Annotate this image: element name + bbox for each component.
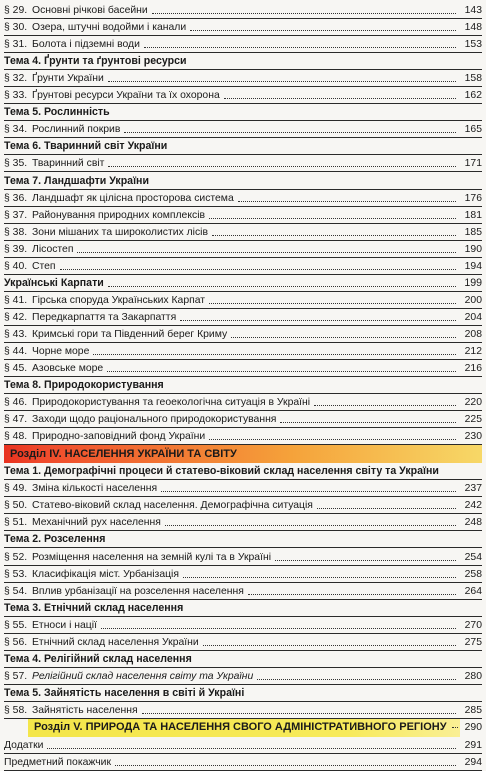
dot-leader	[209, 439, 456, 440]
page-number: 143	[464, 5, 482, 17]
dot-leader	[317, 508, 456, 509]
dot-leader	[47, 748, 456, 749]
toc-entry[interactable]	[4, 190, 482, 207]
page-number: 237	[464, 483, 482, 495]
page-number: 153	[464, 39, 482, 51]
toc-entry[interactable]	[4, 326, 482, 343]
entry-title: Рослинний покрив	[32, 124, 121, 136]
section-number: § 56.	[4, 636, 28, 648]
section-number: § 51.	[4, 517, 28, 529]
entry-title: Ґрунти України	[32, 73, 104, 85]
entry-title: Зони мішаних та широколистих лісів	[32, 226, 208, 238]
dot-leader	[314, 405, 456, 406]
section-number: § 57.	[4, 670, 28, 682]
dot-leader	[180, 320, 456, 321]
section-number: § 46.	[4, 397, 28, 409]
theme-title: Тема 4. Релігійний склад населення	[4, 652, 192, 665]
theme-heading	[4, 685, 482, 702]
dot-leader	[209, 303, 456, 304]
part-heading[interactable]	[28, 719, 482, 737]
theme-heading	[4, 104, 482, 121]
theme-title: Тема 5. Зайнятість населення в світі й Україні	[4, 686, 245, 699]
toc-entry[interactable]	[4, 309, 482, 326]
entry-title: Релігійний склад населення світу та України	[32, 670, 254, 682]
backmatter-entry[interactable]	[4, 737, 482, 754]
section-number: § 37.	[4, 209, 28, 221]
section-number: § 48.	[4, 431, 28, 443]
page-number: 185	[464, 226, 482, 238]
section-number: § 44.	[4, 345, 28, 357]
theme-title: Тема 6. Тваринний світ України	[4, 140, 168, 153]
section-number: § 38.	[4, 226, 28, 238]
entry-title: Районування природних комплексів	[32, 209, 206, 221]
theme-title: Тема 1. Демографічні процеси й статево-віковий склад населення світу та України	[4, 465, 439, 478]
section-number: § 36.	[4, 192, 28, 204]
section-number: § 29.	[4, 5, 28, 17]
dot-leader	[183, 577, 456, 578]
toc-entry[interactable]	[4, 258, 482, 275]
section-number: § 43.	[4, 328, 28, 340]
entry-title: Природокористування та геоекологічна ситуація в Україні	[32, 397, 311, 409]
entry-title: Статево-віковий склад населення. Демографічна ситуація	[32, 500, 313, 512]
section-number: § 40.	[4, 260, 28, 272]
page-number: 212	[464, 345, 482, 357]
section-number: § 35.	[4, 158, 28, 170]
page-number: 290	[460, 719, 482, 737]
dot-leader	[108, 286, 456, 287]
section-number: § 31.	[4, 39, 28, 51]
section-number: § 52.	[4, 551, 28, 563]
section-number: § 39.	[4, 243, 28, 255]
section-number: § 55.	[4, 619, 28, 631]
toc-entry[interactable]	[4, 360, 482, 377]
theme-title: Тема 2. Розселення	[4, 533, 106, 546]
theme-title: Тема 8. Природокористування	[4, 379, 164, 392]
toc-entry[interactable]	[4, 566, 482, 583]
toc-entry[interactable]	[4, 207, 482, 224]
dot-leader	[107, 371, 456, 372]
entry-title: Гірська споруда Українських Карпат	[32, 294, 206, 306]
entry-title: Предметний покажчик	[4, 757, 111, 769]
dot-leader	[280, 422, 456, 423]
page-number: 199	[464, 276, 482, 289]
page-number: 285	[464, 704, 482, 716]
page-number: 194	[464, 260, 482, 272]
section-number: § 49.	[4, 483, 28, 495]
toc-entry[interactable]	[4, 155, 482, 172]
entry-title: Ландшафт як цілісна просторова система	[32, 192, 234, 204]
entry-title: Тваринний світ	[32, 158, 105, 170]
toc-entry[interactable]	[4, 583, 482, 600]
page-number: 225	[464, 414, 482, 426]
entry-title: Зміна кількості населення	[32, 483, 158, 495]
theme-heading	[4, 275, 482, 292]
section-number: § 41.	[4, 294, 28, 306]
section-number: § 30.	[4, 22, 28, 34]
section-number: § 32.	[4, 73, 28, 85]
section-number: § 50.	[4, 500, 28, 512]
toc-entry[interactable]	[4, 617, 482, 634]
entry-title: Розміщення населення на земній кулі та в Україні	[32, 551, 272, 563]
entry-title: Основні річкові басейни	[32, 5, 148, 17]
entry-title: Чорне море	[32, 345, 90, 357]
entry-title: Зайнятість населення	[32, 704, 138, 716]
toc-entry[interactable]	[4, 36, 482, 53]
page-number: 294	[464, 757, 482, 769]
page-number: 165	[464, 124, 482, 136]
section-number: § 47.	[4, 414, 28, 426]
entry-title: Азовське море	[32, 363, 104, 375]
entry-title: Озера, штучні водойми і канали	[32, 22, 187, 34]
page-number: 220	[464, 397, 482, 409]
dot-leader	[190, 30, 456, 31]
toc-entry[interactable]	[4, 394, 482, 411]
toc-entry[interactable]	[4, 480, 482, 497]
dot-leader	[248, 594, 456, 595]
entry-title: Додатки	[4, 739, 44, 751]
page-number: 230	[464, 431, 482, 443]
page-number: 181	[464, 209, 482, 221]
part-title: Розділ V. ПРИРОДА ТА НАСЕЛЕННЯ СВОГО АДМІНІСТРАТИВНОГО РЕГІОНУ	[34, 721, 447, 734]
dot-leader	[165, 525, 456, 526]
toc-entry[interactable]	[4, 497, 482, 514]
toc-entry[interactable]	[4, 70, 482, 87]
page-number: 242	[464, 500, 482, 512]
toc-entry[interactable]	[4, 634, 482, 651]
dot-leader	[101, 628, 456, 629]
entry-title: Класифікація міст. Урбанізація	[32, 568, 179, 580]
toc-entry[interactable]	[4, 292, 482, 309]
dot-leader	[161, 491, 456, 492]
theme-title: Тема 5. Рослинність	[4, 106, 110, 119]
dot-leader	[238, 201, 456, 202]
dot-leader	[231, 337, 456, 338]
dot-leader	[203, 645, 456, 646]
theme-heading	[4, 138, 482, 155]
page-number: 216	[464, 363, 482, 375]
dot-leader	[60, 269, 456, 270]
toc-entry[interactable]	[4, 19, 482, 36]
toc-entry[interactable]	[4, 2, 482, 19]
dot-leader	[144, 47, 456, 48]
entry-title: Механічний рух населення	[32, 517, 161, 529]
section-number: § 33.	[4, 90, 28, 102]
dot-leader	[152, 13, 456, 14]
entry-title: Заходи щодо раціонального природокористування	[32, 414, 277, 426]
page-number: 176	[464, 192, 482, 204]
entry-title: Ґрунтові ресурси України та їх охорона	[32, 90, 220, 102]
entry-title: Кримські гори та Південний берег Криму	[32, 328, 228, 340]
dot-leader	[77, 252, 456, 253]
toc-entry[interactable]	[4, 241, 482, 258]
toc-entry[interactable]	[4, 702, 482, 719]
dot-leader	[209, 218, 456, 219]
theme-heading	[4, 377, 482, 394]
page-number: 280	[464, 670, 482, 682]
theme-title: Тема 4. Ґрунти та ґрунтові ресурси	[4, 55, 187, 68]
dot-leader	[275, 560, 456, 561]
dot-leader	[224, 98, 456, 99]
dot-leader	[257, 679, 456, 680]
page-number: 208	[464, 328, 482, 340]
page-number: 248	[464, 517, 482, 529]
entry-title: Болота і підземні води	[32, 39, 140, 51]
theme-heading	[4, 463, 482, 480]
page-number: 264	[464, 585, 482, 597]
part-title: Розділ IV. НАСЕЛЕННЯ УКРАЇНИ ТА СВІТУ	[10, 447, 237, 460]
page-number: 171	[464, 158, 482, 170]
theme-heading	[4, 172, 482, 189]
page-number: 162	[464, 90, 482, 102]
toc-entry[interactable]	[4, 514, 482, 531]
part-heading	[4, 445, 482, 463]
section-number: § 45.	[4, 363, 28, 375]
theme-heading	[4, 531, 482, 548]
toc-entry[interactable]	[4, 428, 482, 445]
entry-title: Лісостеп	[32, 243, 74, 255]
entry-title: Природно-заповідний фонд України	[32, 431, 206, 443]
toc-entry[interactable]	[4, 121, 482, 138]
theme-title: Тема 7. Ландшафти України	[4, 174, 149, 187]
section-number: § 42.	[4, 311, 28, 323]
section-number: § 53.	[4, 568, 28, 580]
toc-entry[interactable]	[4, 411, 482, 428]
page-number: 200	[464, 294, 482, 306]
page-number: 204	[464, 311, 482, 323]
dot-leader	[108, 81, 456, 82]
toc-entry[interactable]	[4, 224, 482, 241]
dot-leader	[93, 354, 456, 355]
theme-title: Тема 3. Етнічний склад населення	[4, 601, 184, 614]
theme-heading	[4, 600, 482, 617]
dot-leader	[452, 727, 458, 728]
entry-title: Передкарпаття та Закарпаття	[32, 311, 177, 323]
section-number: § 34.	[4, 124, 28, 136]
section-number: § 58.	[4, 704, 28, 716]
entry-title: Вплив урбанізації на розселення населення	[32, 585, 244, 597]
page-number: 275	[464, 636, 482, 648]
toc-entry[interactable]	[4, 668, 482, 685]
toc-entry[interactable]	[4, 343, 482, 360]
dot-leader	[124, 132, 456, 133]
toc-entry[interactable]	[4, 548, 482, 565]
page-number: 158	[464, 73, 482, 85]
dot-leader	[115, 765, 456, 766]
backmatter-entry[interactable]	[4, 754, 482, 771]
section-number: § 54.	[4, 585, 28, 597]
theme-heading	[4, 53, 482, 70]
dot-leader	[212, 235, 456, 236]
dot-leader	[108, 166, 456, 167]
page-number: 190	[464, 243, 482, 255]
toc-entry[interactable]	[4, 87, 482, 104]
page-number: 291	[464, 739, 482, 751]
entry-title: Етнічний склад населення України	[32, 636, 199, 648]
dot-leader	[142, 713, 456, 714]
theme-heading	[4, 651, 482, 668]
page-number: 254	[464, 551, 482, 563]
entry-title: Етноси і нації	[32, 619, 97, 631]
page-number: 148	[464, 22, 482, 34]
page-number: 258	[464, 568, 482, 580]
page-number: 270	[464, 619, 482, 631]
theme-title: Українські Карпати	[4, 276, 104, 289]
entry-title: Степ	[32, 260, 56, 272]
